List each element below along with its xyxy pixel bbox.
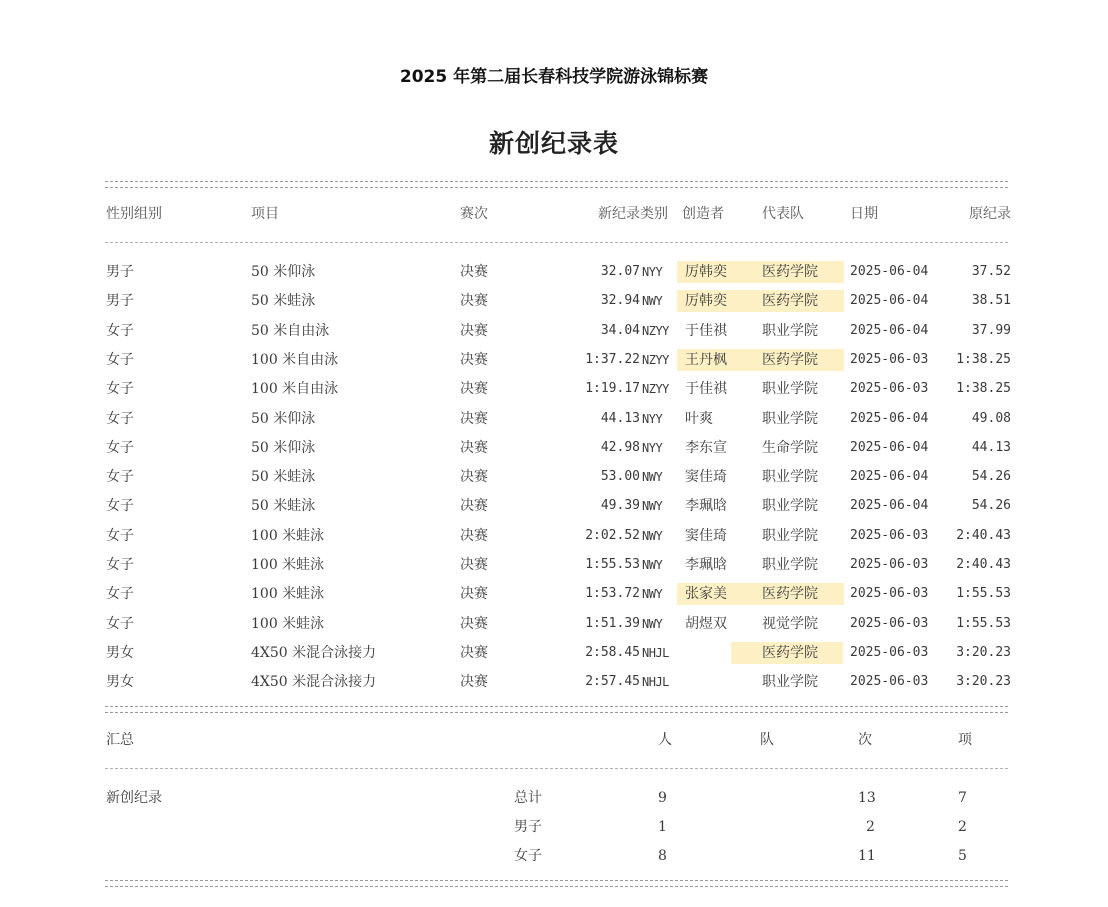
bottom-double-separator (105, 880, 1008, 887)
cell-round: 决赛 (460, 381, 488, 397)
cell-gender: 女子 (106, 498, 134, 514)
table-row (0, 641, 1108, 665)
cell-old-record: 37.52 (971, 264, 1011, 279)
header-new-record: 新纪录 (598, 206, 640, 222)
cell-team: 视觉学院 (762, 616, 818, 632)
cell-round: 决赛 (460, 293, 488, 309)
cell-round: 决赛 (460, 352, 488, 368)
cell-date: 2025-06-04 (850, 498, 929, 513)
cell-event: 50 米仰泳 (251, 264, 316, 280)
table-row (0, 494, 1108, 518)
cell-gender: 女子 (106, 381, 134, 397)
summary-people: 8 (658, 848, 667, 864)
table-row (0, 524, 1108, 548)
header-gender: 性别组别 (106, 206, 162, 222)
table-row (0, 377, 1108, 401)
table-row (0, 260, 1108, 284)
summary-people: 1 (658, 819, 667, 835)
top-double-separator (105, 181, 1008, 188)
header-type: 类别 (640, 206, 668, 222)
cell-event: 50 米蛙泳 (251, 498, 316, 514)
cell-holder: 胡煜双 (685, 616, 727, 632)
cell-event: 50 米蛙泳 (251, 469, 316, 485)
cell-team: 医药学院 (762, 352, 818, 368)
cell-old-record: 54.26 (971, 469, 1011, 484)
cell-gender: 女子 (106, 616, 134, 632)
cell-old-record: 1:38.25 (956, 352, 1011, 367)
header-holder: 创造者 (682, 206, 724, 222)
cell-type: NWY (642, 470, 663, 484)
cell-new-record: 42.98 (600, 440, 640, 455)
table-row (0, 289, 1108, 313)
cell-type: NZYY (642, 382, 669, 396)
cell-date: 2025-06-04 (850, 323, 929, 338)
cell-team: 职业学院 (762, 323, 818, 339)
cell-date: 2025-06-03 (850, 645, 929, 660)
cell-event: 100 米蛙泳 (251, 616, 325, 632)
cell-event: 100 米自由泳 (251, 352, 339, 368)
cell-team: 医药学院 (762, 293, 818, 309)
cell-holder: 厉韩奕 (685, 293, 727, 309)
cell-old-record: 1:38.25 (956, 381, 1011, 396)
cell-old-record: 3:20.23 (956, 645, 1011, 660)
cell-new-record: 1:53.72 (585, 586, 640, 601)
cell-type: NHJL (642, 675, 669, 689)
cell-round: 决赛 (460, 616, 488, 632)
cell-date: 2025-06-03 (850, 528, 929, 543)
table-row (0, 407, 1108, 431)
cell-type: NWY (642, 617, 663, 631)
cell-new-record: 44.13 (600, 411, 640, 426)
cell-date: 2025-06-04 (850, 264, 929, 279)
summary-section-label: 新创纪录 (106, 790, 162, 806)
summary-events: 5 (958, 848, 967, 864)
cell-holder: 李珮晗 (685, 557, 727, 573)
cell-gender: 男女 (106, 645, 134, 661)
cell-gender: 女子 (106, 440, 134, 456)
cell-old-record: 49.08 (971, 411, 1011, 426)
cell-new-record: 32.94 (600, 293, 640, 308)
summary-times: 2 (866, 819, 875, 835)
cell-round: 决赛 (460, 645, 488, 661)
cell-event: 100 米蛙泳 (251, 557, 325, 573)
cell-type: NZYY (642, 353, 669, 367)
cell-date: 2025-06-03 (850, 586, 929, 601)
summary-row-label: 女子 (514, 848, 542, 864)
cell-round: 决赛 (460, 411, 488, 427)
cell-type: NYY (642, 412, 663, 426)
cell-new-record: 49.39 (600, 498, 640, 513)
cell-type: NWY (642, 294, 663, 308)
cell-new-record: 2:58.45 (585, 645, 640, 660)
cell-type: NWY (642, 529, 663, 543)
cell-old-record: 1:55.53 (956, 586, 1011, 601)
summary-row-label: 男子 (514, 819, 542, 835)
cell-round: 决赛 (460, 557, 488, 573)
summary-header-people: 人 (658, 732, 672, 748)
cell-gender: 男女 (106, 674, 134, 690)
table-row (0, 465, 1108, 489)
cell-date: 2025-06-04 (850, 293, 929, 308)
cell-new-record: 2:02.52 (585, 528, 640, 543)
table-row (0, 348, 1108, 372)
cell-new-record: 2:57.45 (585, 674, 640, 689)
cell-event: 4X50 米混合泳接力 (251, 674, 377, 690)
cell-team: 职业学院 (762, 498, 818, 514)
cell-event: 100 米蛙泳 (251, 586, 325, 602)
header-event: 项目 (251, 206, 279, 222)
summary-header-events: 项 (958, 732, 972, 748)
cell-old-record: 38.51 (971, 293, 1011, 308)
cell-old-record: 37.99 (971, 323, 1011, 338)
cell-round: 决赛 (460, 264, 488, 280)
header-team: 代表队 (762, 206, 804, 222)
cell-event: 50 米仰泳 (251, 411, 316, 427)
summary-label: 汇总 (106, 732, 134, 748)
summary-times: 13 (858, 790, 876, 806)
cell-round: 决赛 (460, 674, 488, 690)
cell-event: 100 米蛙泳 (251, 528, 325, 544)
cell-round: 决赛 (460, 498, 488, 514)
cell-type: NWY (642, 558, 663, 572)
summary-row-label: 总计 (514, 790, 542, 806)
cell-gender: 男子 (106, 264, 134, 280)
cell-type: NHJL (642, 646, 669, 660)
cell-team: 医药学院 (762, 645, 818, 661)
cell-team: 职业学院 (762, 674, 818, 690)
cell-date: 2025-06-03 (850, 674, 929, 689)
summary-header-teams: 队 (760, 732, 774, 748)
cell-new-record: 1:51.39 (585, 616, 640, 631)
header-date: 日期 (850, 206, 878, 222)
cell-type: NYY (642, 265, 663, 279)
summary-people: 9 (658, 790, 667, 806)
cell-team: 职业学院 (762, 381, 818, 397)
cell-team: 职业学院 (762, 469, 818, 485)
header-old-record: 原纪录 (969, 206, 1011, 222)
cell-holder: 李东宣 (685, 440, 727, 456)
summary-row-female (0, 843, 1108, 869)
cell-gender: 女子 (106, 323, 134, 339)
cell-holder: 李珮晗 (685, 498, 727, 514)
table-end-double-separator (105, 706, 1008, 713)
cell-holder: 厉韩奕 (685, 264, 727, 280)
cell-date: 2025-06-04 (850, 411, 929, 426)
header-round: 赛次 (460, 206, 488, 222)
cell-team: 医药学院 (762, 586, 818, 602)
cell-date: 2025-06-04 (850, 469, 929, 484)
table-row (0, 670, 1108, 694)
cell-holder: 于佳祺 (685, 323, 727, 339)
cell-event: 50 米自由泳 (251, 323, 330, 339)
summary-header-times: 次 (858, 732, 872, 748)
cell-old-record: 2:40.43 (956, 557, 1011, 572)
cell-team: 生命学院 (762, 440, 818, 456)
table-row (0, 436, 1108, 460)
cell-type: NZYY (642, 324, 669, 338)
cell-date: 2025-06-03 (850, 381, 929, 396)
cell-old-record: 44.13 (971, 440, 1011, 455)
cell-date: 2025-06-03 (850, 557, 929, 572)
cell-date: 2025-06-04 (850, 440, 929, 455)
cell-round: 决赛 (460, 323, 488, 339)
cell-gender: 女子 (106, 352, 134, 368)
cell-old-record: 54.26 (971, 498, 1011, 513)
cell-new-record: 34.04 (600, 323, 640, 338)
summary-row-total (0, 785, 1108, 811)
page-title: 新创纪录表 (488, 129, 619, 158)
cell-event: 50 米仰泳 (251, 440, 316, 456)
summary-row-male (0, 814, 1108, 840)
cell-gender: 男子 (106, 293, 134, 309)
cell-holder: 张家美 (685, 586, 727, 602)
cell-round: 决赛 (460, 440, 488, 456)
cell-holder: 窦佳琦 (685, 469, 727, 485)
cell-holder: 于佳祺 (685, 381, 727, 397)
cell-event: 50 米蛙泳 (251, 293, 316, 309)
cell-holder: 窦佳琦 (685, 528, 727, 544)
competition-title: 2025 年第二届长春科技学院游泳锦标赛 (399, 67, 709, 87)
cell-team: 职业学院 (762, 411, 818, 427)
summary-events: 2 (958, 819, 967, 835)
summary-times: 11 (858, 848, 876, 864)
table-row (0, 553, 1108, 577)
cell-round: 决赛 (460, 469, 488, 485)
cell-old-record: 1:55.53 (956, 616, 1011, 631)
cell-old-record: 3:20.23 (956, 674, 1011, 689)
cell-new-record: 1:19.17 (585, 381, 640, 396)
cell-type: NWY (642, 499, 663, 513)
cell-new-record: 32.07 (600, 264, 640, 279)
summary-header-row (0, 727, 1108, 753)
cell-round: 决赛 (460, 586, 488, 602)
cell-gender: 女子 (106, 586, 134, 602)
cell-team: 医药学院 (762, 264, 818, 280)
cell-team: 职业学院 (762, 528, 818, 544)
cell-old-record: 2:40.43 (956, 528, 1011, 543)
header-separator (105, 242, 1008, 243)
cell-new-record: 53.00 (600, 469, 640, 484)
cell-holder: 叶爽 (685, 411, 713, 427)
cell-gender: 女子 (106, 528, 134, 544)
cell-date: 2025-06-03 (850, 616, 929, 631)
cell-gender: 女子 (106, 469, 134, 485)
cell-gender: 女子 (106, 557, 134, 573)
table-header-row (0, 202, 1108, 226)
cell-type: NYY (642, 441, 663, 455)
cell-date: 2025-06-03 (850, 352, 929, 367)
cell-round: 决赛 (460, 528, 488, 544)
cell-new-record: 1:37.22 (585, 352, 640, 367)
summary-header-separator (105, 768, 1008, 769)
cell-event: 4X50 米混合泳接力 (251, 645, 377, 661)
cell-holder: 王丹枫 (685, 352, 727, 368)
cell-gender: 女子 (106, 411, 134, 427)
cell-new-record: 1:55.53 (585, 557, 640, 572)
cell-team: 职业学院 (762, 557, 818, 573)
cell-type: NWY (642, 587, 663, 601)
table-row (0, 612, 1108, 636)
table-row (0, 582, 1108, 606)
cell-event: 100 米自由泳 (251, 381, 339, 397)
table-row (0, 319, 1108, 343)
summary-events: 7 (958, 790, 967, 806)
